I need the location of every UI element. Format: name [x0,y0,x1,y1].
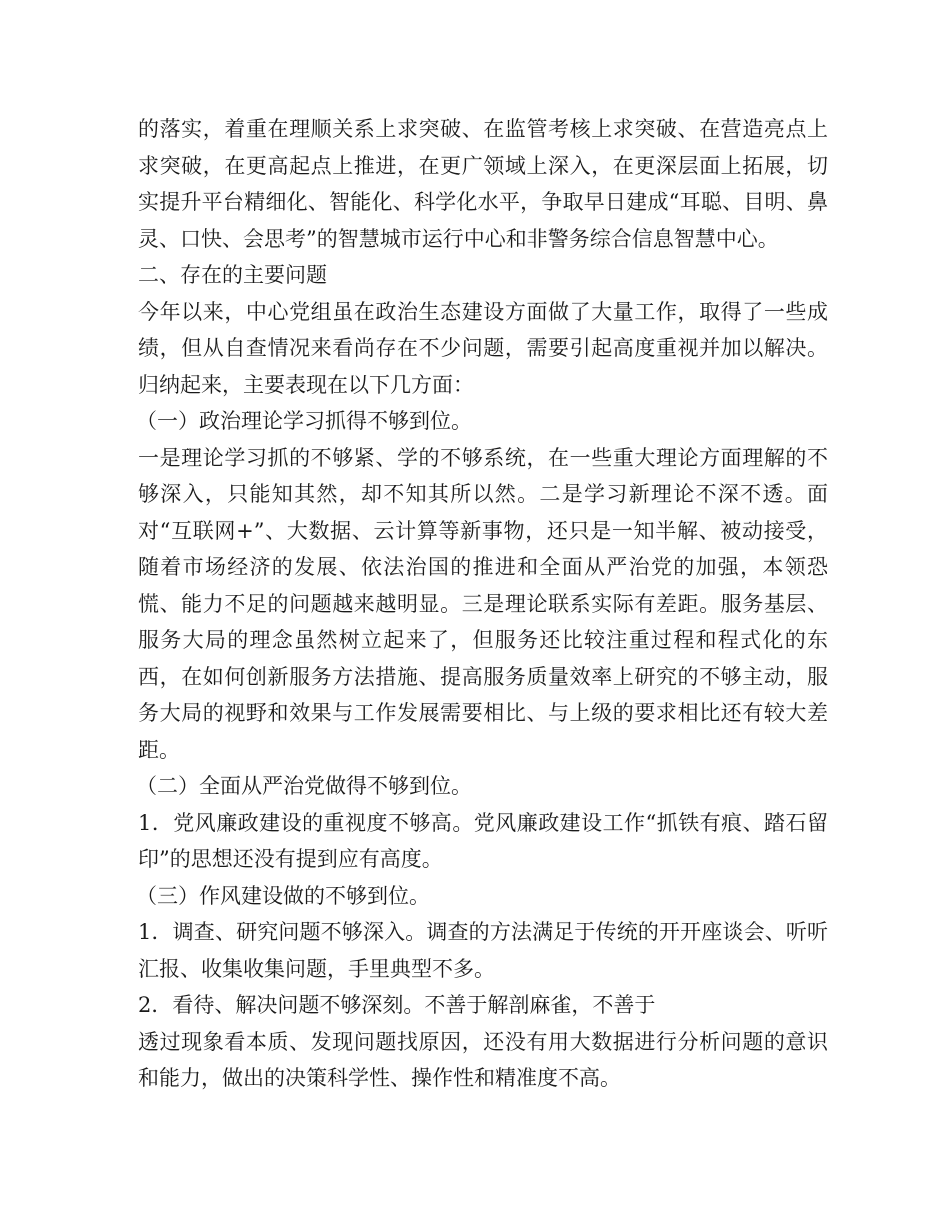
paragraph-party-discipline: 1．党风廉政建设的重视度不够高。党风廉政建设工作“抓铁有痕、踏石留印”的思想还没有提到应有高度。 [138,810,828,871]
section-heading-main-problems: 二、存在的主要问题 [138,263,327,287]
paragraph-theory-study: 一是理论学习抓的不够紧、学的不够系统，在一些重大理论方面理解的不够深入，只能知其然，却不知其所以然。二是学习新理论不深不透。面对“互联网+”、大数据、云计算等新事物，还只是一知半解、被动接受，随着市场经济的发展、依法治国的推进和全面从严治党的加强，本领恐慌、能力不足的问题越来越明显。三是理论联系实际有差距。服务基层、服务大局的理念虽然树立起来了，但服务还比较注重过程和程式化的东西，在如何创新服务方法措施、提高服务质量效率上研究的不够主动，服务大局的视野和效果与工作发展需要相比、与上级的要求相比还有较大差距。 [138,445,828,762]
paragraph-implementation: 的落实，着重在理顺关系上求突破、在监管考核上求突破、在营造亮点上求突破，在更高起点上推进，在更广领域上深入，在更深层面上拓展，切实提升平台精细化、智能化、科学化水平，争取早日建成“耳聪、目明、鼻灵、口快、会思考”的智慧城市运行中心和非警务综合信息智慧中心。 [138,117,828,251]
subheading-party-discipline: （二）全面从严治党做得不够到位。 [136,774,472,798]
paragraph-investigation: 1．调查、研究问题不够深入。调查的方法满足于传统的开开座谈会、听听汇报、收集收集问题，手里典型不多。 [138,920,828,981]
paragraph-problem-solving: 2．看待、解决问题不够深刻。不善于解剖麻雀，不善于 [138,993,656,1017]
paragraph-overview: 今年以来，中心党组虽在政治生态建设方面做了大量工作，取得了一些成绩，但从自查情况来看尚存在不少问题，需要引起高度重视并加以解决。归纳起来，主要表现在以下几方面： [138,299,828,397]
subheading-theory-study: （一）政治理论学习抓得不够到位。 [136,409,472,433]
document-body [138,111,828,1097]
subheading-work-style: （三）作风建设做的不够到位。 [136,883,430,908]
paragraph-problem-analysis: 透过现象看本质、发现问题找原因，还没有用大数据进行分析问题的意识和能力，做出的决策科学性、操作性和精准度不高。 [138,1029,828,1090]
